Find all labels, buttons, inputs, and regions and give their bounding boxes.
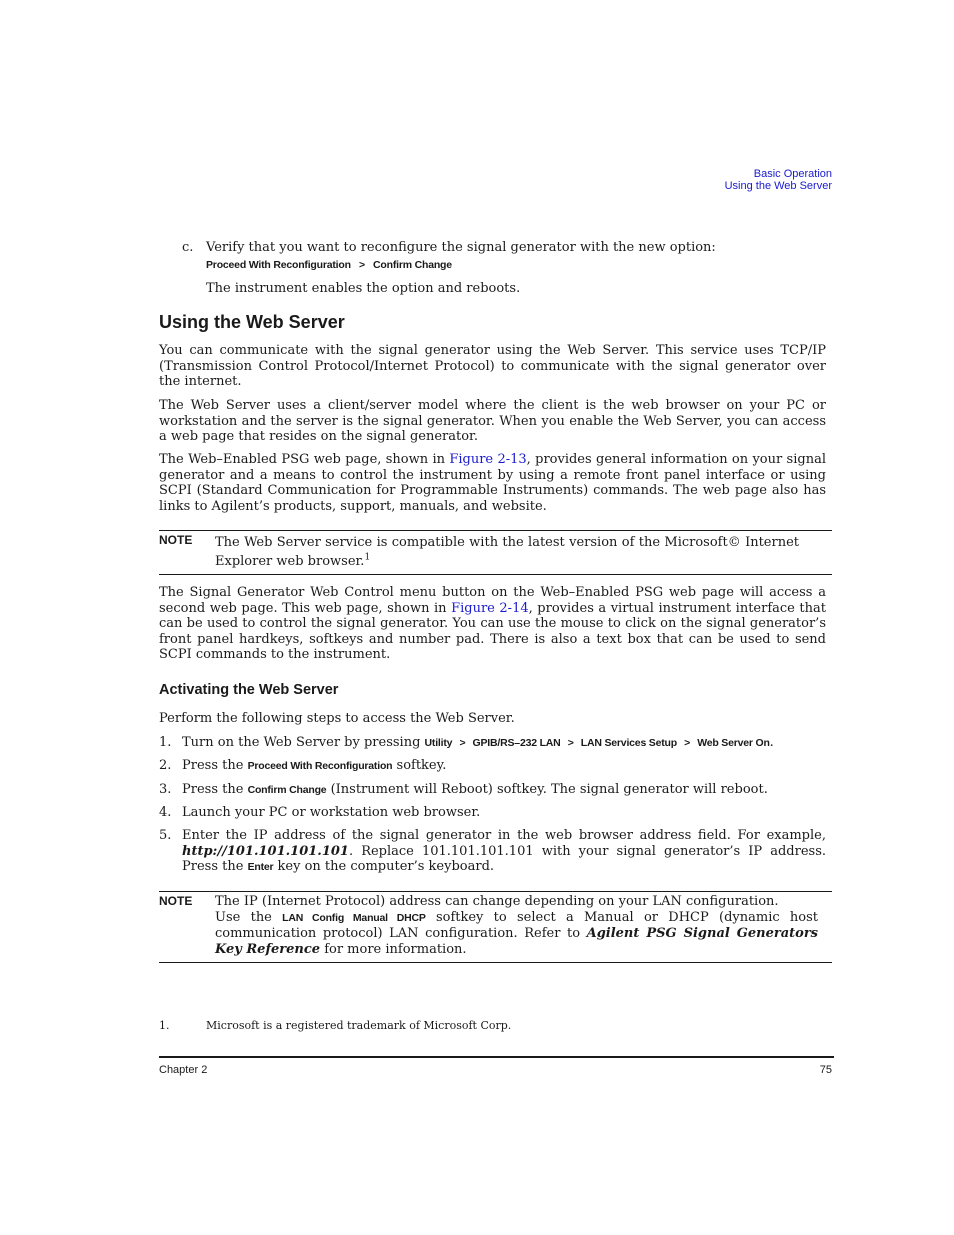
softkey-confirm-change: Confirm Change: [373, 258, 452, 271]
figure-2-13-link[interactable]: Figure 2-13: [449, 452, 527, 467]
note2-label: NOTE: [159, 894, 193, 908]
step-1: [182, 735, 826, 752]
header-section[interactable]: Basic Operation: [753, 168, 832, 180]
step-4-text: Launch your PC or workstation web browser.: [182, 805, 481, 820]
step-c-result: The instrument enables the option and reboots.: [206, 281, 521, 296]
key-separator: >: [684, 737, 691, 749]
step-5: [182, 828, 826, 876]
note2-text-block: [215, 894, 818, 957]
softkey-gpib-rs232-lan: GPIB/RS–232 LAN: [472, 737, 561, 749]
paragraph-client-server: The Web Server uses a client/server model where the client is the web browser on your PC or workstation and the server is the signal generator. When you enable the Web Server, you can access a web page that resides on the signal generator.: [159, 398, 826, 444]
note2-body: [215, 910, 818, 958]
softkey-confirm-change: Confirm Change: [247, 784, 327, 796]
figure-2-14-link[interactable]: Figure 2-14: [451, 600, 529, 616]
steps-intro: Perform the following steps to access the Web Server.: [159, 711, 515, 726]
footer-rule: [159, 1056, 834, 1058]
step-1-num: 1.: [159, 735, 172, 750]
example-url: http://101.101.101.101: [182, 843, 349, 859]
note1-text: The Web Server service is compatible with the latest version of the Microsoft© Internet Explorer web browser.: [215, 535, 799, 569]
p4-text-b: , provides a virtual instrument interface that can be used to control the signal generator. You can use the mouse to click on the signal generator’s front panel hardkeys, softkeys and number pad. There is also a text box that can be used to send SCPI commands to the instrument.: [159, 600, 826, 662]
key-reference-title: Agilent PSG Signal Generators Key Reference: [215, 926, 818, 957]
note1-text-block: [215, 533, 799, 571]
note2-text-c: for more information.: [320, 941, 467, 957]
key-separator: >: [358, 258, 365, 271]
footnote-ref[interactable]: 1: [364, 552, 371, 563]
subsection-title: Activating the Web Server: [159, 682, 339, 698]
step-3-text-b: (Instrument will Reboot) softkey. The signal generator will reboot.: [326, 782, 768, 797]
running-header: [600, 168, 832, 192]
step-1-text: Turn on the Web Server by pressing: [182, 735, 425, 750]
enter-key: Enter: [247, 861, 274, 873]
paragraph-web-enabled-page: [159, 452, 826, 514]
note2-text-b: softkey to select a Manual or DHCP (dynamic host communication protocol) LAN configuration. Refer to: [215, 909, 818, 941]
p3-text-b: , provides general information on your signal generator and a means to control the instrument by using a remote front panel interface or using SCPI (Standard Communication for Programmable Instruments) commands. The web page also has links to Agilent’s products, support, manuals, and website.: [159, 452, 826, 514]
step-c: [206, 240, 826, 297]
note1-bottom-rule: [159, 574, 832, 575]
paragraph-intro: You can communicate with the signal generator using the Web Server. This service uses TCP/IP (Transmission Control Protocol/Internet Protocol) to communicate with the signal generator over the internet.: [159, 343, 826, 389]
section-title: Using the Web Server: [159, 312, 345, 332]
key-separator: >: [459, 737, 466, 749]
header-subsection[interactable]: Using the Web Server: [724, 180, 832, 192]
step-2-text-a: Press the: [182, 758, 248, 773]
note1-label: NOTE: [159, 533, 193, 547]
step-3-text-a: Press the: [182, 782, 248, 797]
softkey-web-server-on: Web Server On: [697, 737, 770, 749]
step-2: [182, 758, 826, 775]
paragraph-web-control: [159, 585, 826, 663]
step-3-num: 3.: [159, 782, 172, 797]
note2-top-rule: [159, 891, 832, 892]
note2-text-a: Use the: [215, 909, 283, 925]
footnote-number: 1.: [159, 1019, 170, 1032]
step-2-text-b: softkey.: [392, 758, 447, 773]
footnote-text: Microsoft is a registered trademark of Microsoft Corp.: [206, 1019, 512, 1032]
step-1-end: .: [769, 735, 774, 750]
step-5-num: 5.: [159, 828, 172, 843]
p4-text-a: The Signal Generator Web Control menu button on the Web–Enabled PSG web page will access a second web page. This web page, shown in: [159, 585, 826, 616]
hardkey-utility: Utility: [424, 737, 453, 749]
softkey-proceed-with-reconfiguration: Proceed With Reconfiguration: [206, 258, 351, 271]
step-c-keypath: [206, 257, 826, 274]
footer-page-number: 75: [819, 1064, 832, 1076]
step-4-num: 4.: [159, 805, 172, 820]
footer-chapter: Chapter 2: [159, 1064, 208, 1076]
p3-text-a: The Web–Enabled PSG web page, shown in: [159, 452, 450, 467]
key-separator: >: [567, 737, 574, 749]
step-2-num: 2.: [159, 758, 172, 773]
step-5-text-a: Enter the IP address of the signal generator in the web browser address field. For example,: [182, 828, 826, 843]
note2-line1: The IP (Internet Protocol) address can change depending on your LAN configuration.: [215, 894, 779, 909]
note2-bottom-rule: [159, 962, 832, 963]
softkey-lan-config-manual-dhcp: LAN Config Manual DHCP: [282, 911, 426, 924]
note1-top-rule: [159, 530, 832, 531]
softkey-proceed-with-reconfiguration: Proceed With Reconfiguration: [247, 760, 393, 772]
softkey-lan-services-setup: LAN Services Setup: [580, 737, 677, 749]
step-5-text-c: key on the computer’s keyboard.: [273, 859, 495, 874]
step-c-text: Verify that you want to reconfigure the signal generator with the new option:: [206, 240, 716, 255]
step-3: [182, 782, 826, 799]
step-c-marker: c.: [182, 240, 194, 255]
step-5-text-b: . Replace 101.101.101.101 with your signal generator’s IP address. Press the: [182, 843, 826, 874]
